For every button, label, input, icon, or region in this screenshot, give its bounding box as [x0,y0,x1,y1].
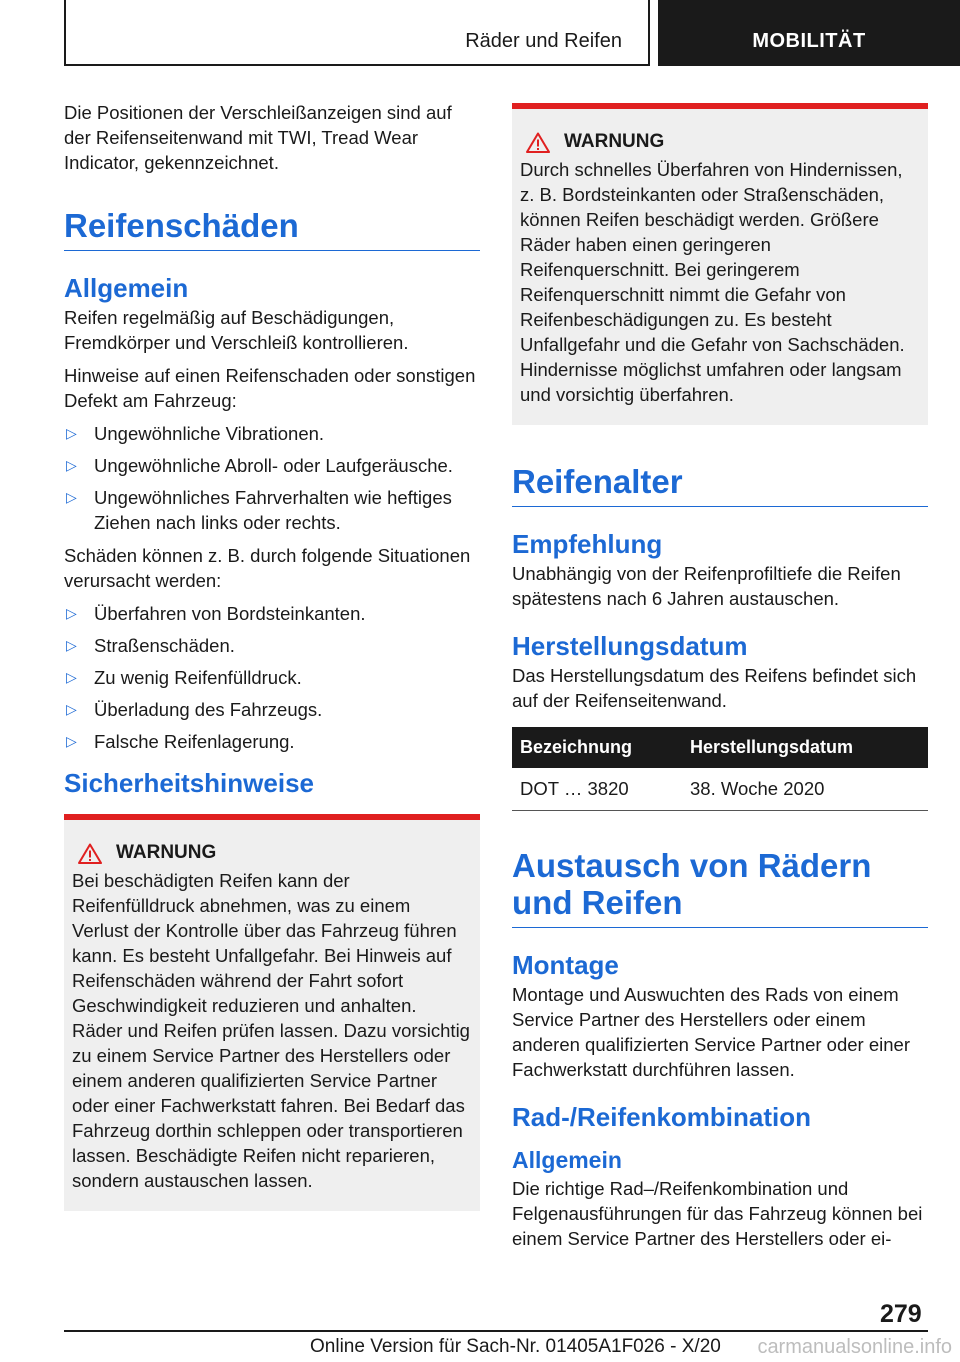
right-column [512,103,928,1259]
heading-mounting: Montage [512,950,619,980]
heading-general: Allgemein [64,273,189,303]
paragraph-combination: Die richtige Rad–/Reifenkombination und Felgenausführungen für das Fahrzeug können bei einem Service Partner des Herstellers oder ei- [512,1178,923,1249]
list-item: ▷ Überladung des Fahrzeugs. [66,699,323,720]
warning-text: Bei beschädigten Reifen kann der Reifenfülldruck abnehmen, was zu einem Verlust der Kontrolle über das Fahrzeug führen kann. Es besteht Unfallgefahr. Bei Hinweis auf Reifenschäden während der Fahrt sofort Geschwindigkeit reduzieren und anhalten. Räder und Reifen prüfen lassen. Dazu vorsichtig zu einem Service Partner des Herstellers oder einem anderen qualifizierten Service Partner oder einer Fachwerkstatt fahren. Bei Bedarf das Fahrzeug dorthin schleppen oder transportieren lassen. Beschädigte Reifen nicht reparieren, sondern austauschen lassen. [72,870,470,1191]
list-damage-causes [64,601,480,754]
paragraph-recommendation: Unabhängig von der Reifenprofiltiefe die Reifen spätestens nach 6 Jahren austauschen. [512,563,901,609]
triangle-bullet-icon: ▷ [66,701,77,717]
table-row [512,768,928,811]
header-section-box [64,0,650,66]
triangle-bullet-icon: ▷ [66,605,77,621]
intro-paragraph: Die Positionen der Verschleißanzeigen sind auf der Reifenseitenwand mit TWI, Tread Wear Indicator, gekennzeichnet. [64,102,452,173]
footer-divider [64,1330,928,1332]
list-item: ▷ Straßenschäden. [66,635,235,656]
warning-text: Durch schnelles Überfahren von Hindernissen, z. B. Bordsteinkanten oder Straßenschäden, können Reifen beschädigt werden. Größere Räder haben einen geringeren Reifenquerschnitt. Bei geringerem Reifenquerschnitt nimmt die Gefahr von Reifenbeschädigungen zu. Es besteht Unfallgefahr und die Gefahr von Sachschäden. Hindernisse möglichst umfahren oder langsam und vorsichtig überfahren. [520,159,905,405]
heading-wheel-tire-combination: Rad-/Reifenkombination [512,1102,812,1132]
table-header-cell: Bezeichnung [512,727,682,768]
list-item: ▷ Überfahren von Bordsteinkanten. [66,603,366,624]
paragraph-mounting: Montage und Auswuchten des Rads von einem Service Partner des Herstellers oder einem anderen qualifizierten Service Partner oder einer Fachwerkstatt durchführen lassen. [512,984,910,1080]
heading-manufacture-date: Herstellungsdatum [512,631,748,661]
table-cell: DOT … 3820 [512,768,682,811]
header-section-title: Räder und Reifen [465,30,622,52]
header-chapter-tab: MOBILITÄT [658,0,960,66]
list-item: ▷ Ungewöhnliche Abroll- oder Laufgeräusche. [66,455,453,476]
triangle-bullet-icon: ▷ [66,733,77,749]
page-number: 279 [880,1300,922,1328]
heading-recommendation: Empfehlung [512,529,663,559]
warning-title: WARNUNG [72,842,470,864]
heading-wheel-tire-exchange: Austausch von Rädern und Reifen [512,847,928,928]
triangle-bullet-icon: ▷ [66,425,77,441]
triangle-bullet-icon: ▷ [66,669,77,685]
left-column [64,100,480,1211]
paragraph-damage-causes: Schäden können z. B. durch folgende Situationen verursacht werden: [64,545,471,591]
table-header-row [512,727,928,768]
list-item: ▷ Ungewöhnliches Fahrverhalten wie heftiges Ziehen nach links oder rechts. [66,487,452,533]
warning-title: WARNUNG [520,131,918,153]
heading-general-sub: Allgemein [512,1147,622,1173]
list-damage-signs [64,421,480,535]
warning-box-tire-damage [64,814,480,1211]
table-header-cell: Herstellungsdatum [682,727,928,768]
heading-safety-notes: Sicherheitshinweise [64,768,314,798]
heading-tire-age: Reifenalter [512,463,928,507]
heading-tire-damage: Reifenschäden [64,207,480,251]
list-item: ▷ Zu wenig Reifenfülldruck. [66,667,302,688]
list-item: ▷ Ungewöhnliche Vibrationen. [66,423,325,444]
paragraph-check-tires: Reifen regelmäßig auf Beschädigungen, Fremdkörper und Verschleiß kontrollieren. [64,307,409,353]
triangle-bullet-icon: ▷ [66,637,77,653]
warning-triangle-icon [526,132,550,153]
footer-online-version: Online Version für Sach-Nr. 01405A1F026 - X/20 [310,1336,721,1357]
triangle-bullet-icon: ▷ [66,489,77,505]
warning-triangle-icon [78,843,102,864]
table-cell: 38. Woche 2020 [682,768,928,811]
watermark-text: carmanualsonline.info [757,1336,952,1358]
paragraph-damage-hints: Hinweise auf einen Reifenschaden oder sonstigen Defekt am Fahrzeug: [64,365,476,411]
triangle-bullet-icon: ▷ [66,457,77,473]
warning-box-obstacles [512,103,928,425]
list-item: ▷ Falsche Reifenlagerung. [66,731,295,752]
paragraph-manufacture-date: Das Herstellungsdatum des Reifens befindet sich auf der Reifenseitenwand. [512,665,917,711]
manufacture-date-table [512,727,928,811]
